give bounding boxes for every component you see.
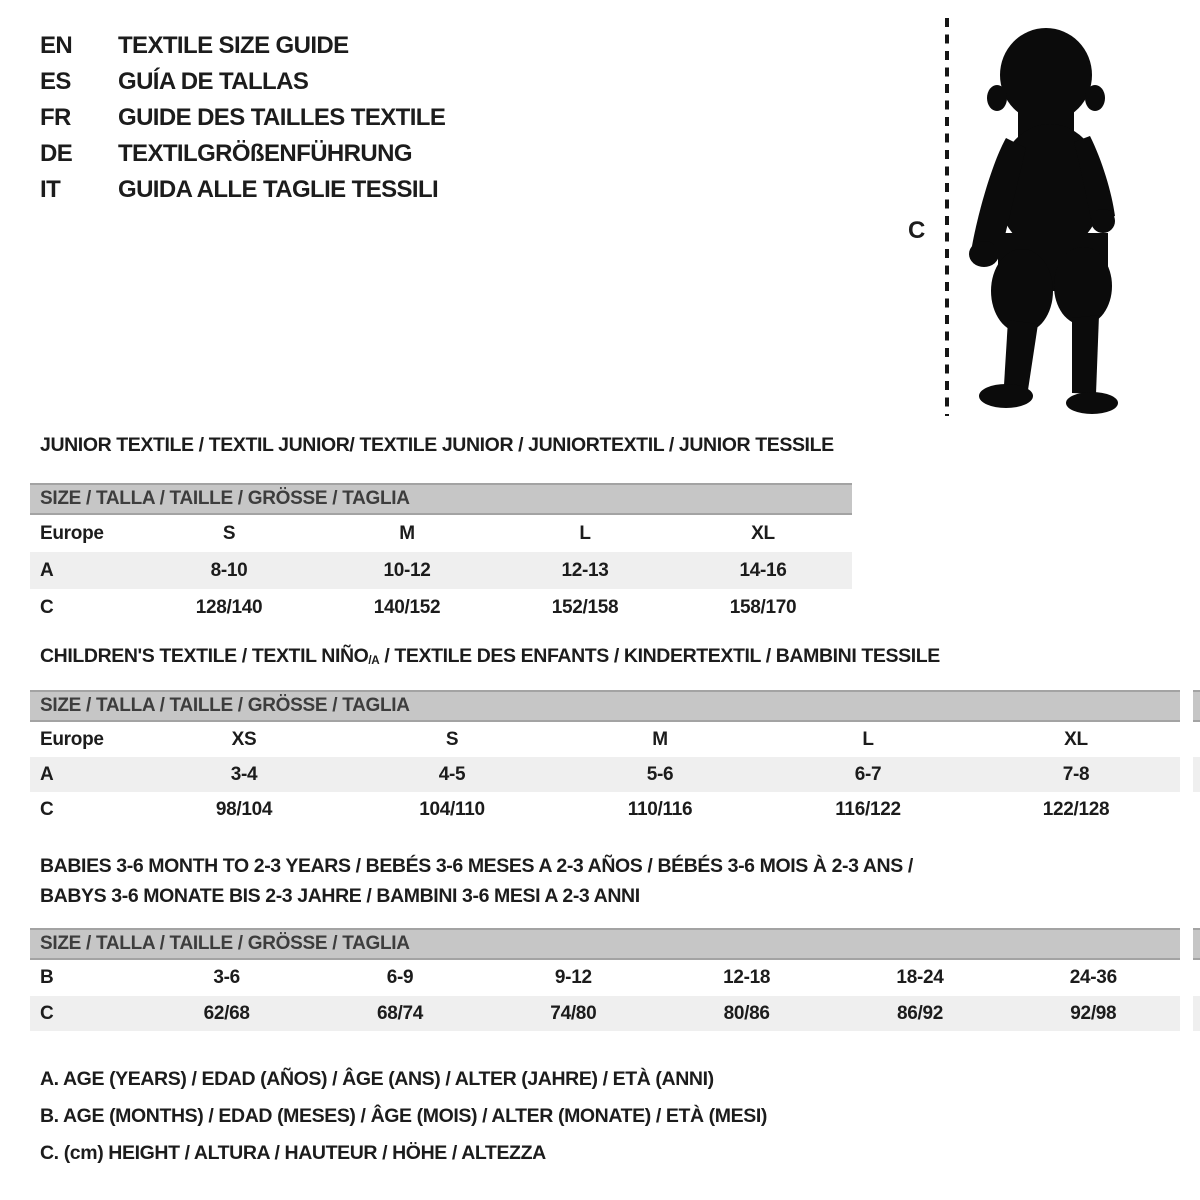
table-cell: 98/104 xyxy=(215,798,273,820)
table-edge-fragment xyxy=(1193,757,1200,792)
table-cell: 9-12 xyxy=(554,967,592,988)
row-label: A xyxy=(40,763,54,785)
size-header-bar: SIZE / TALLA / TAILLE / GRÖSSE / TAGLIA xyxy=(30,483,852,515)
table-cell: M xyxy=(399,522,415,544)
table-edge-fragment xyxy=(1193,928,1200,960)
table-cell: 80/86 xyxy=(723,1002,770,1024)
height-dashed-line-icon xyxy=(942,16,952,418)
table-cell: 104/110 xyxy=(419,798,485,820)
table-edge-fragment xyxy=(1193,690,1200,722)
guide-title: GUÍA DE TALLAS xyxy=(118,68,309,95)
lang-code: IT xyxy=(40,176,61,203)
table-cell: 92/98 xyxy=(1070,1002,1117,1024)
table-row xyxy=(30,792,1180,827)
table-cell: 12-18 xyxy=(723,967,771,988)
table-cell: 4-5 xyxy=(438,763,466,785)
guide-title: TEXTILE SIZE GUIDE xyxy=(118,32,349,59)
lang-code: ES xyxy=(40,68,71,95)
table-cell: 128/140 xyxy=(195,596,263,618)
table-cell: 7-8 xyxy=(1062,763,1090,785)
lang-row-de xyxy=(40,136,445,172)
lang-row-fr xyxy=(40,100,445,136)
children-size-table xyxy=(30,690,1180,827)
lang-code: EN xyxy=(40,32,73,59)
row-label: B xyxy=(40,967,54,988)
row-label: C xyxy=(40,798,54,820)
table-cell: 116/122 xyxy=(835,798,901,820)
table-cell: 18-24 xyxy=(896,967,944,988)
table-row xyxy=(30,722,1180,757)
table-cell: XL xyxy=(751,522,775,544)
table-cell: 74/80 xyxy=(550,1002,597,1024)
size-header-bar: SIZE / TALLA / TAILLE / GRÖSSE / TAGLIA xyxy=(30,928,1180,960)
junior-size-table xyxy=(30,483,852,626)
row-label: C xyxy=(40,1002,54,1024)
table-cell: 152/158 xyxy=(551,596,619,618)
children-title-pre: CHILDREN'S TEXTILE / TEXTIL NIÑO xyxy=(40,645,369,667)
table-cell: 140/152 xyxy=(373,596,441,618)
table-row xyxy=(30,757,1180,792)
children-section-title xyxy=(40,645,940,668)
lang-row-es xyxy=(40,64,445,100)
table-edge-fragment xyxy=(1193,996,1200,1031)
table-cell: 158/170 xyxy=(729,596,797,618)
table-cell: 14-16 xyxy=(739,559,787,581)
lang-row-it xyxy=(40,172,445,208)
guide-title: GUIDE DES TAILLES TEXTILE xyxy=(118,104,446,131)
lang-row-en xyxy=(40,28,445,64)
language-title-block xyxy=(40,28,445,208)
table-cell: 24-36 xyxy=(1069,967,1117,988)
children-title-post: / TEXTILE DES ENFANTS / KINDERTEXTIL / BAMBINI TESSILE xyxy=(379,645,940,667)
height-measure-label: C xyxy=(908,217,926,244)
table-cell: XS xyxy=(231,728,257,750)
toddler-silhouette-icon xyxy=(962,18,1140,418)
children-title-sub: /A xyxy=(368,654,380,668)
table-row xyxy=(30,960,1180,996)
table-cell: 86/92 xyxy=(896,1002,943,1024)
table-cell: 3-4 xyxy=(230,763,258,785)
table-cell: S xyxy=(222,522,236,544)
guide-title: TEXTILGRÖßENFÜHRUNG xyxy=(118,140,412,167)
babies-section-title-line1: BABIES 3-6 MONTH TO 2-3 YEARS / BEBÉS 3-6 MESES A 2-3 AÑOS / BÉBÉS 3-6 MOIS À 2-3 ANS / xyxy=(40,855,913,877)
size-header-bar: SIZE / TALLA / TAILLE / GRÖSSE / TAGLIA xyxy=(30,690,1180,722)
table-cell: 3-6 xyxy=(213,967,240,988)
table-row xyxy=(30,589,852,626)
table-row xyxy=(30,996,1180,1031)
table-cell: L xyxy=(579,522,591,544)
table-cell: 122/128 xyxy=(1042,798,1110,820)
row-label: Europe xyxy=(40,522,104,544)
table-cell: S xyxy=(445,728,459,750)
row-label: C xyxy=(40,596,54,618)
table-row xyxy=(30,552,852,589)
footnote-b: B. AGE (MONTHS) / EDAD (MESES) / ÂGE (MOIS) / ALTER (MONATE) / ETÀ (MESI) xyxy=(40,1105,767,1127)
table-cell: XL xyxy=(1064,728,1088,750)
table-cell: 10-12 xyxy=(383,559,431,581)
table-row xyxy=(30,515,852,552)
table-cell: 110/116 xyxy=(627,798,693,820)
table-cell: L xyxy=(862,728,874,750)
table-cell: 8-10 xyxy=(210,559,248,581)
babies-size-table xyxy=(30,928,1180,1031)
lang-code: FR xyxy=(40,104,71,131)
row-label: A xyxy=(40,559,54,581)
table-cell: 68/74 xyxy=(376,1002,424,1024)
footnote-c: C. (cm) HEIGHT / ALTURA / HAUTEUR / HÖHE / ALTEZZA xyxy=(40,1142,546,1164)
table-cell: 5-6 xyxy=(646,763,674,785)
table-cell: 62/68 xyxy=(203,1002,250,1024)
table-cell: 6-7 xyxy=(854,763,882,785)
row-label: Europe xyxy=(40,728,104,750)
lang-code: DE xyxy=(40,140,73,167)
guide-title: GUIDA ALLE TAGLIE TESSILI xyxy=(118,176,439,203)
table-cell: M xyxy=(652,728,668,750)
table-cell: 12-13 xyxy=(561,559,609,581)
babies-section-title-line2: BABYS 3-6 MONATE BIS 2-3 JAHRE / BAMBINI 3-6 MESI A 2-3 ANNI xyxy=(40,885,640,907)
junior-section-title: JUNIOR TEXTILE / TEXTIL JUNIOR/ TEXTILE JUNIOR / JUNIORTEXTIL / JUNIOR TESSILE xyxy=(40,434,834,456)
footnote-a: A. AGE (YEARS) / EDAD (AÑOS) / ÂGE (ANS) / ALTER (JAHRE) / ETÀ (ANNI) xyxy=(40,1068,714,1090)
table-cell: 6-9 xyxy=(386,967,414,988)
